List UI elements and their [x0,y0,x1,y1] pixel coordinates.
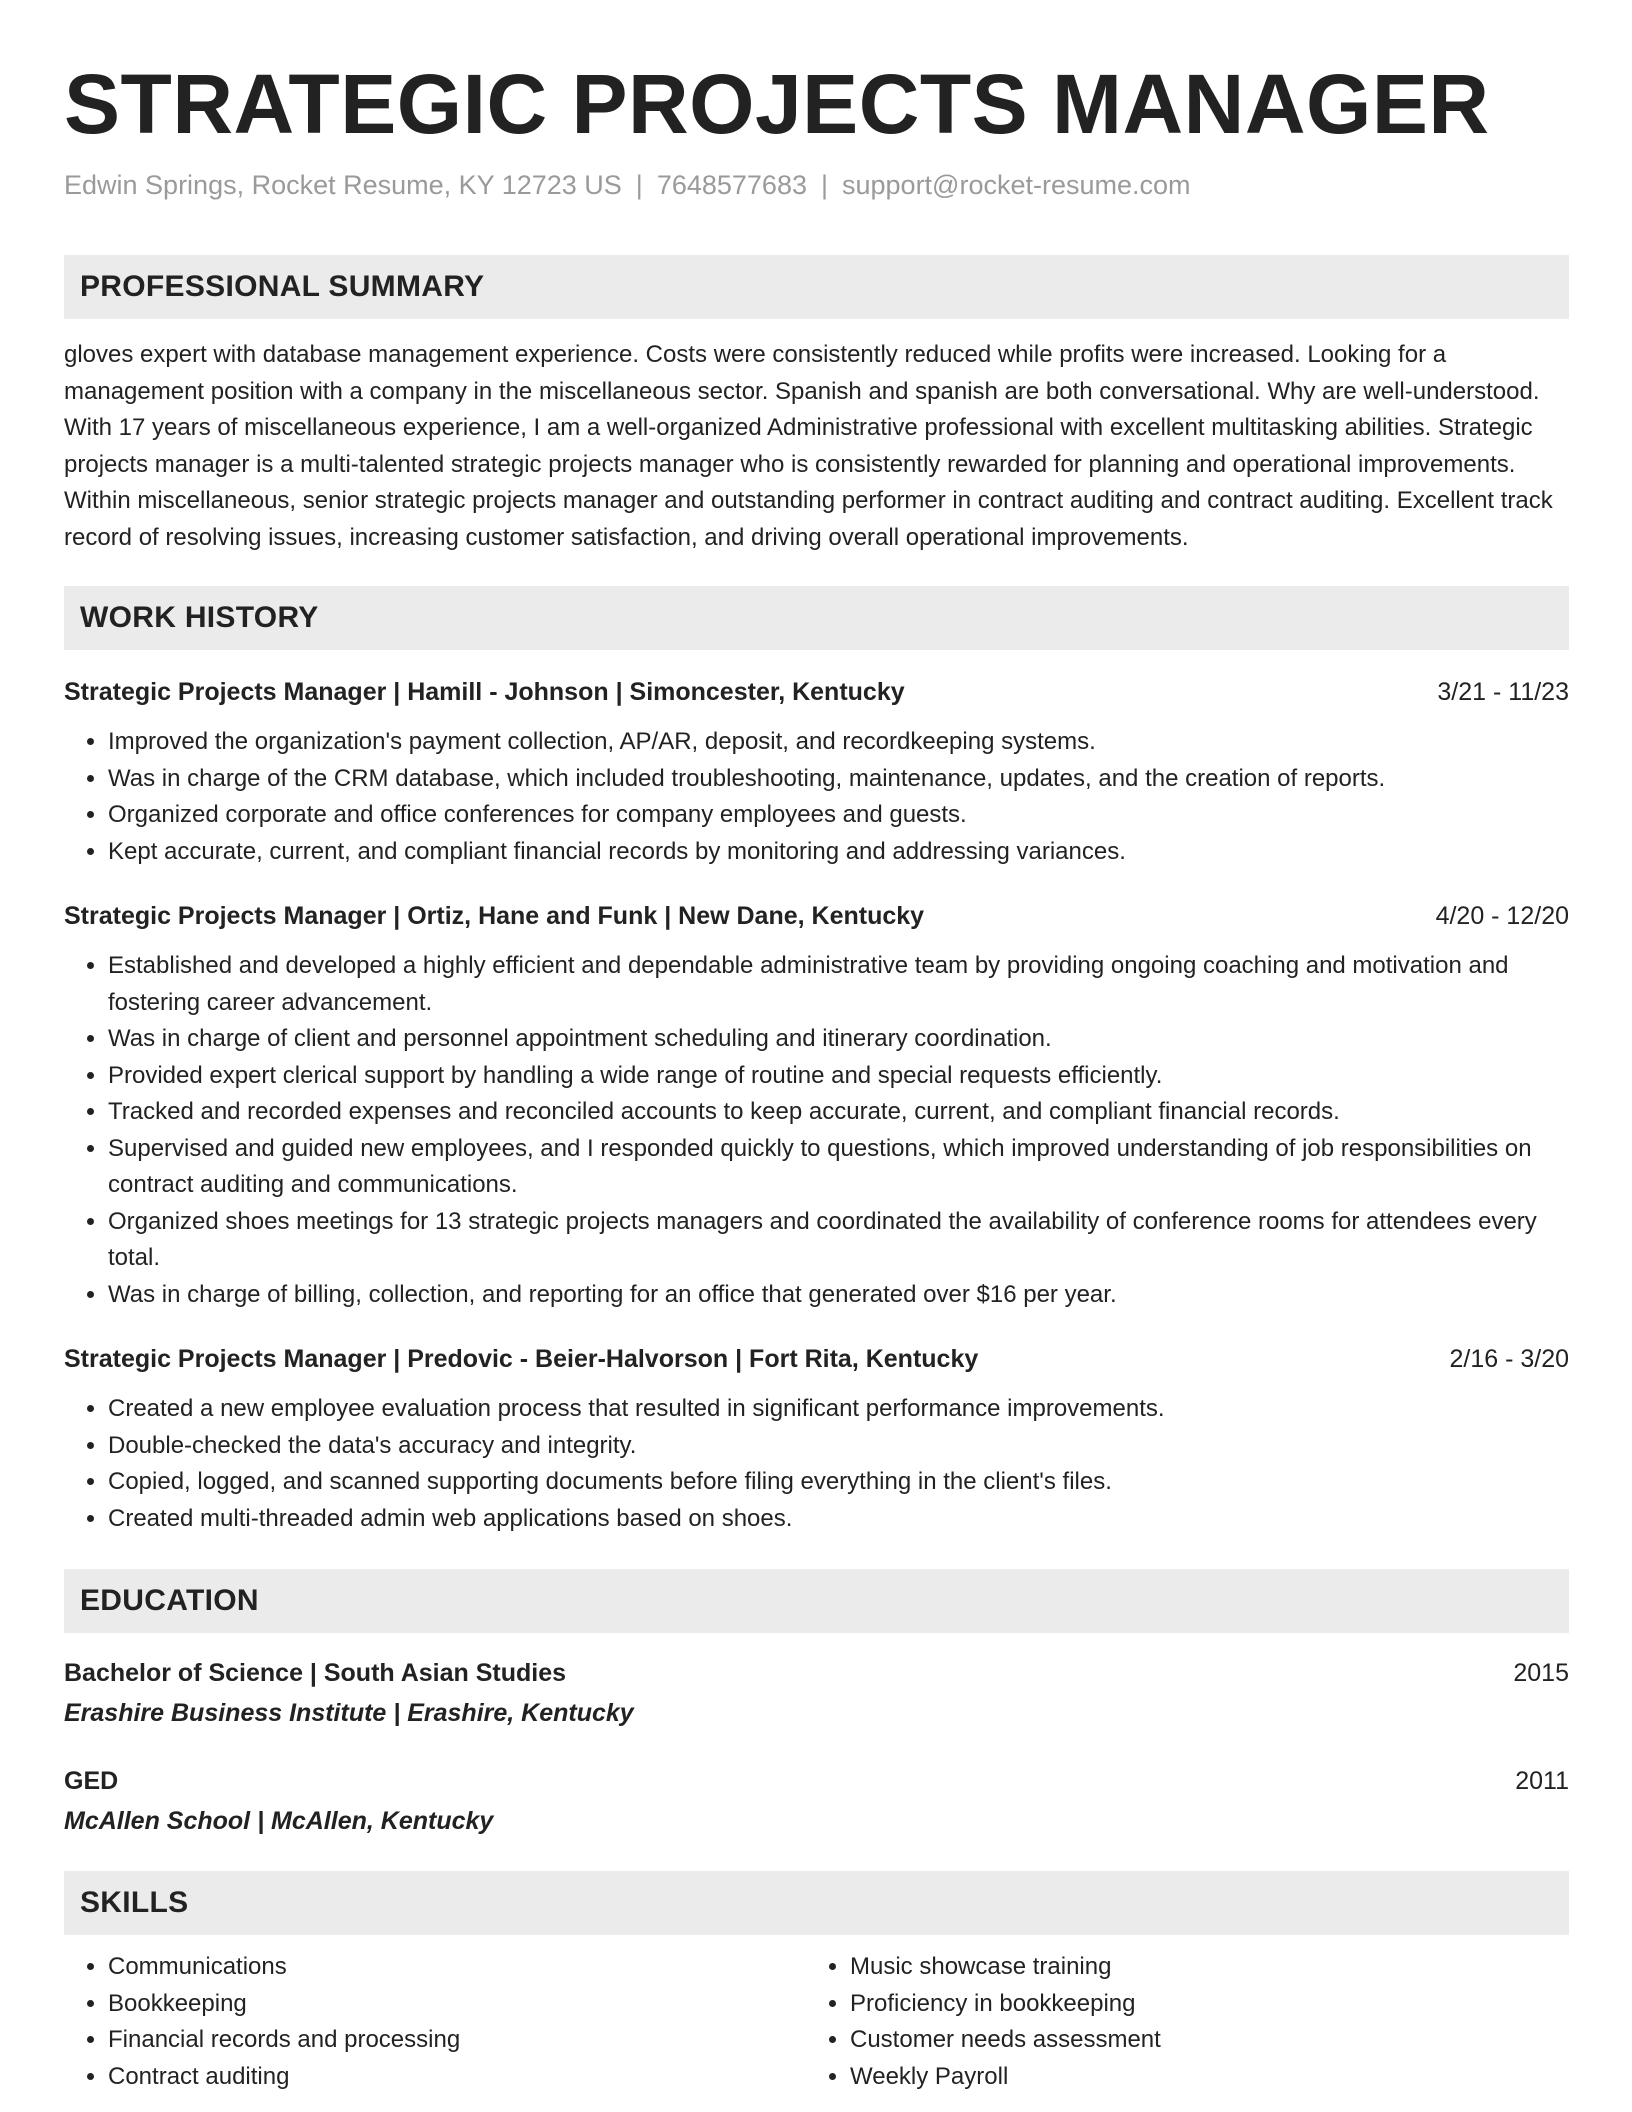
job-title: Strategic Projects Manager | Predovic - Beier-Halvorson | Fort Rita, Kentucky [64,1345,979,1373]
job-bullets [64,724,1569,870]
contact-line [64,168,1569,202]
skill-item: • Customer needs assessment [850,2022,1569,2059]
list-item: • Copied, logged, and scanned supporting documents before filing everything in the client's files. [108,1464,1569,1501]
list-item: • Supervised and guided new employees, and I responded quickly to questions, which improved understanding of job responsibilities on contract auditing and communications. [108,1131,1569,1204]
skills-column-right [806,1949,1569,2095]
job-entry [64,898,1569,1313]
list-item: • Established and developed a highly efficient and dependable administrative team by providing ongoing coaching and motivation and fostering career advancement. [108,948,1569,1021]
job-dates: 4/20 - 12/20 [1435,902,1569,930]
education-entry [64,1763,1569,1839]
list-item: • Created multi-threaded admin web applications based on shoes. [108,1501,1569,1538]
graduation-year: 2015 [1513,1659,1569,1687]
list-item: • Was in charge of the CRM database, which included troubleshooting, maintenance, updates, and the creation of reports. [108,761,1569,798]
list-item: • Double-checked the data's accuracy and integrity. [108,1428,1569,1465]
skill-item: • Proficiency in bookkeeping [850,1986,1569,2023]
degree-title: Bachelor of Science | South Asian Studies [64,1659,567,1687]
contact-address: Edwin Springs, Rocket Resume, KY 12723 US [64,170,622,200]
summary-text: gloves expert with database management experience. Costs were consistently reduced while profits were increased. Looking for a management position with a company in the miscellaneous sector. Spanish and spanish are both conversational. Why are well-understood. With 17 years of miscellaneous experience, I am a well-organized Administrative professional with excellent multitasking abilities. Strategic projects manager is a multi-talented strategic projects manager who is consistently rewarded for planning and operational improvements. Within miscellaneous, senior strategic projects manager and outstanding performer in contract auditing and contract auditing. Excellent track record of resolving issues, increasing customer satisfaction, and driving overall operational improvements. [64,341,1553,551]
list-item: • Was in charge of billing, collection, and reporting for an office that generated over $16 per year. [108,1277,1569,1314]
job-dates: 3/21 - 11/23 [1437,678,1569,706]
list-item: • Tracked and recorded expenses and reconciled accounts to keep accurate, current, and compliant financial records. [108,1094,1569,1131]
work-history-heading: WORK HISTORY [64,586,1569,650]
degree-title: GED [64,1767,119,1795]
school-name: McAllen School | McAllen, Kentucky [64,1807,494,1835]
job-entry [64,674,1569,870]
list-item: • Was in charge of client and personnel appointment scheduling and itinerary coordination. [108,1021,1569,1058]
list-item: • Created a new employee evaluation process that resulted in significant performance improvements. [108,1391,1569,1428]
job-entry [64,1341,1569,1537]
skill-item: • Music showcase training [850,1949,1569,1986]
list-item: • Improved the organization's payment collection, AP/AR, deposit, and recordkeeping systems. [108,724,1569,761]
contact-email: support@rocket-resume.com [842,170,1191,200]
job-title: Strategic Projects Manager | Ortiz, Hane and Funk | New Dane, Kentucky [64,902,925,930]
skill-item: • Communications [108,1949,806,1986]
skills-heading: SKILLS [64,1871,1569,1935]
candidate-name: STRATEGIC PROJECTS MANAGER [64,57,1490,151]
summary-heading: PROFESSIONAL SUMMARY [64,255,1569,319]
list-item: • Provided expert clerical support by handling a wide range of routine and special requests efficiently. [108,1058,1569,1095]
list-item: • Organized corporate and office conferences for company employees and guests. [108,797,1569,834]
job-title: Strategic Projects Manager | Hamill - Johnson | Simoncester, Kentucky [64,678,905,706]
contact-phone: 7648577683 [656,170,807,200]
education-entry [64,1655,1569,1731]
list-item: • Kept accurate, current, and compliant financial records by monitoring and addressing variances. [108,834,1569,871]
skill-item: • Financial records and processing [108,2022,806,2059]
skill-item: • Weekly Payroll [850,2059,1569,2096]
contact-separator: | [820,170,828,200]
job-bullets [64,1391,1569,1537]
skill-item: • Bookkeeping [108,1986,806,2023]
education-heading: EDUCATION [64,1569,1569,1633]
skills-column-left [64,1949,806,2095]
graduation-year: 2011 [1515,1767,1569,1795]
skills-list [64,1949,1569,2095]
job-bullets [64,948,1569,1313]
job-dates: 2/16 - 3/20 [1449,1345,1569,1373]
contact-separator: | [635,170,643,200]
skill-item: • Contract auditing [108,2059,806,2096]
school-name: Erashire Business Institute | Erashire, Kentucky [64,1699,634,1727]
list-item: • Organized shoes meetings for 13 strategic projects managers and coordinated the availability of conference rooms for attendees every total. [108,1204,1569,1277]
